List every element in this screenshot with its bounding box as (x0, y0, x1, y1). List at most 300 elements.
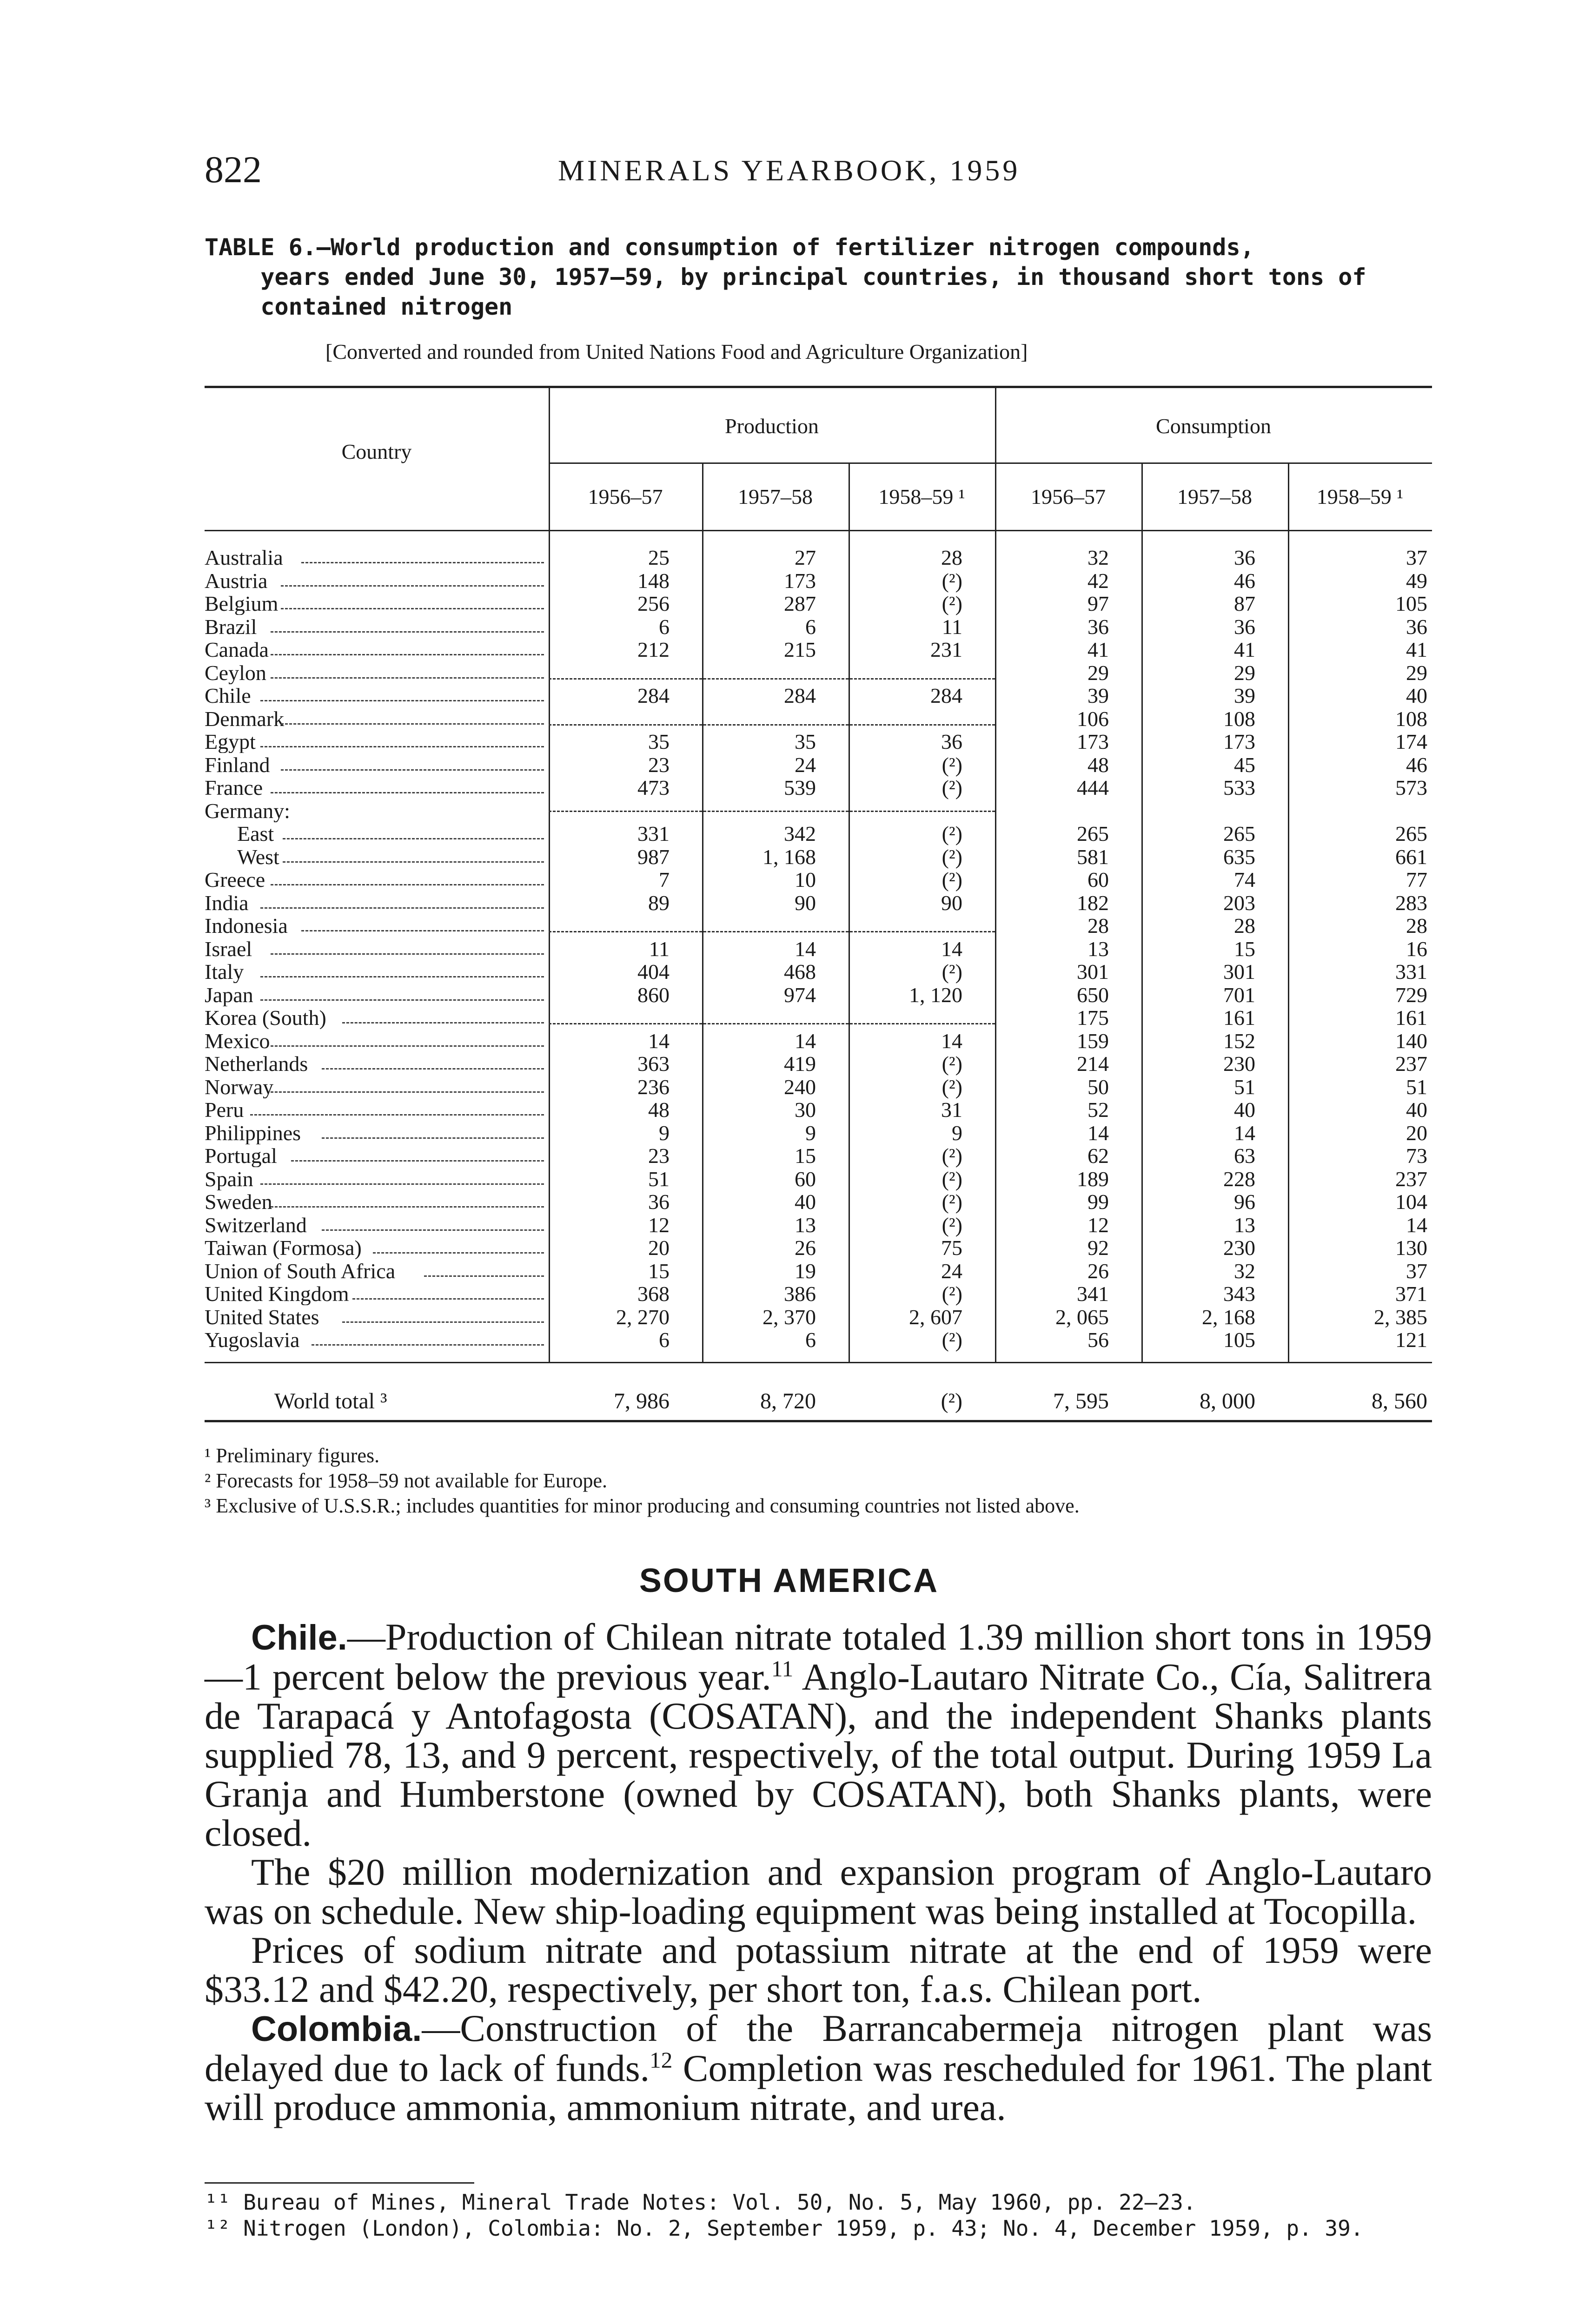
country-name: France (205, 776, 263, 799)
value-cell: 15 (648, 1259, 670, 1283)
country-name: Belgium (205, 592, 278, 615)
value-cell: (²) (941, 868, 962, 891)
table-footnotes (205, 1443, 1432, 1519)
country-name: Finland (205, 753, 270, 776)
country-name: United Kingdom (205, 1282, 349, 1305)
value-cell: 36 (648, 1190, 670, 1214)
dot-leader (322, 1068, 544, 1070)
dot-leader (271, 631, 544, 633)
value-cell: 40 (1406, 684, 1427, 707)
value-cell: 41 (1406, 638, 1427, 661)
running-title: MINERALS YEARBOOK, 1959 (558, 154, 1021, 187)
value-cell: 173 (1223, 730, 1255, 753)
value-cell: (²) (941, 1328, 962, 1352)
value-cell: 104 (1395, 1190, 1427, 1214)
value-cell: 214 (1077, 1052, 1109, 1076)
value-cell: 371 (1395, 1282, 1427, 1306)
dot-leader (271, 1091, 544, 1093)
value-cell: 77 (1406, 868, 1427, 891)
value-cell: 2, 607 (909, 1305, 962, 1329)
dot-leader (342, 1022, 544, 1023)
value-cell: 2, 168 (1202, 1305, 1255, 1329)
value-cell: 189 (1077, 1167, 1109, 1191)
footnote-ref[interactable]: 11 (771, 1656, 794, 1682)
no-data-rule (549, 724, 995, 726)
dot-leader (260, 999, 544, 1001)
value-cell: 23 (648, 1144, 670, 1168)
value-cell: 256 (637, 592, 670, 615)
value-cell: 45 (1234, 753, 1255, 777)
no-data-rule (549, 931, 995, 932)
value-cell: 27 (795, 546, 816, 569)
page-header (205, 148, 1432, 199)
dot-leader (322, 1137, 544, 1139)
footnote-ref[interactable]: 12 (650, 2047, 673, 2073)
paragraph-text: The $20 million modernization and expansion program of Anglo-Lautaro was on schedule. New ship-loading equipment was being installed at Tocopilla. (205, 1851, 1432, 1932)
country-name: Australia (205, 546, 283, 569)
value-cell: 90 (795, 891, 816, 915)
dot-leader (301, 562, 544, 563)
value-cell: (²) (941, 1052, 962, 1076)
paragraph-colombia (205, 2009, 1432, 2127)
value-cell: 203 (1223, 891, 1255, 915)
country-name: East (237, 822, 274, 845)
table-row (205, 615, 1432, 638)
dot-leader (373, 1252, 544, 1254)
value-cell: 63 (1234, 1144, 1255, 1168)
value-cell: 96 (1234, 1190, 1255, 1214)
value-cell: 2, 270 (616, 1305, 670, 1329)
value-cell: 24 (941, 1259, 962, 1283)
table-row (205, 868, 1432, 891)
value-cell: 283 (1395, 891, 1427, 915)
value-cell: 14 (795, 1029, 816, 1053)
value-cell: 40 (795, 1190, 816, 1214)
value-cell: 87 (1234, 592, 1255, 615)
value-cell: 48 (1087, 753, 1109, 777)
column-header: 1958–59 ¹ (878, 485, 965, 508)
value-cell: 51 (648, 1167, 670, 1191)
value-cell: 159 (1077, 1029, 1109, 1053)
table-row (205, 638, 1432, 661)
dot-leader (281, 723, 544, 725)
value-cell: 444 (1077, 776, 1109, 799)
table-row (205, 707, 1432, 730)
total-cell: 7, 595 (1053, 1389, 1109, 1413)
value-cell: (²) (941, 753, 962, 777)
table-row (205, 1168, 1432, 1190)
dot-leader (260, 907, 544, 909)
caption-line: TABLE 6.—World production and consumption of fertilizer nitrogen compounds, (205, 234, 1254, 261)
dot-leader (271, 654, 544, 655)
table-row (205, 1236, 1432, 1259)
value-cell: 28 (1087, 914, 1109, 938)
value-cell: 729 (1395, 983, 1427, 1007)
value-cell: 36 (1234, 614, 1255, 639)
value-cell: 51 (1234, 1075, 1255, 1099)
total-cell: (²) (941, 1389, 962, 1413)
value-cell: 60 (795, 1167, 816, 1191)
value-cell: 287 (784, 592, 816, 615)
dot-leader (281, 769, 544, 771)
value-cell: 20 (1406, 1121, 1427, 1145)
value-cell: 11 (941, 614, 962, 639)
value-cell: 581 (1077, 845, 1109, 869)
value-cell: 212 (637, 638, 670, 661)
value-cell: 92 (1087, 1236, 1109, 1260)
page-footnote: ¹¹ Bureau of Mines, Mineral Trade Notes: Vol. 50, No. 5, May 1960, pp. 22–23. (205, 2190, 1196, 2215)
value-cell: 39 (1087, 684, 1109, 707)
value-cell: 56 (1087, 1328, 1109, 1352)
body-text (205, 1618, 1432, 2127)
value-cell: 46 (1406, 753, 1427, 777)
value-cell: 228 (1223, 1167, 1255, 1191)
country-name: Netherlands (205, 1052, 308, 1075)
table-row (205, 960, 1432, 983)
value-cell: 237 (1395, 1052, 1427, 1076)
country-name: Sweden (205, 1190, 272, 1213)
value-cell: 20 (648, 1236, 670, 1260)
dot-leader (322, 1229, 544, 1231)
no-data-rule (549, 811, 995, 812)
value-cell: 14 (1406, 1213, 1427, 1237)
value-cell: 32 (1087, 546, 1109, 569)
value-cell: 301 (1077, 960, 1109, 984)
value-cell: 105 (1223, 1328, 1255, 1352)
table-row (205, 891, 1432, 914)
country-name: Portugal (205, 1144, 277, 1167)
value-cell: 987 (637, 845, 670, 869)
country-name: Mexico (205, 1029, 270, 1052)
consumption-header: Consumption (1156, 414, 1271, 438)
dot-leader (260, 746, 544, 747)
world-total-label: World total ³ (274, 1389, 387, 1413)
table-row (205, 661, 1432, 684)
value-cell: (²) (941, 1144, 962, 1168)
value-cell: 106 (1077, 706, 1109, 731)
table-row (205, 822, 1432, 845)
value-cell: 36 (1234, 546, 1255, 569)
country-name: Ceylon (205, 661, 266, 684)
total-rule (205, 1362, 1432, 1363)
country-name: Switzerland (205, 1213, 307, 1236)
country-header: Country (341, 440, 412, 463)
table-row (205, 799, 1432, 822)
country-name: Philippines (205, 1121, 301, 1144)
value-cell: 108 (1395, 706, 1427, 731)
value-cell: 236 (637, 1075, 670, 1099)
country-name: Taiwan (Formosa) (205, 1236, 362, 1259)
value-cell: 74 (1234, 868, 1255, 891)
table-row (205, 914, 1432, 937)
dot-leader (424, 1275, 544, 1277)
value-cell: 13 (1087, 937, 1109, 961)
table-row (205, 1144, 1432, 1167)
value-cell: 130 (1395, 1236, 1427, 1260)
country-name: Egypt (205, 730, 256, 753)
value-cell: 701 (1223, 983, 1255, 1007)
country-name: Israel (205, 937, 252, 960)
dot-leader (260, 976, 544, 977)
value-cell: 39 (1234, 684, 1255, 707)
page-footnotes (205, 2189, 1432, 2241)
value-cell: 29 (1406, 660, 1427, 685)
value-cell: 14 (795, 937, 816, 961)
dot-leader (281, 585, 544, 587)
value-cell: 25 (648, 546, 670, 569)
table-row (205, 1282, 1432, 1305)
country-name: Union of South Africa (205, 1259, 396, 1282)
value-cell: 14 (648, 1029, 670, 1053)
value-cell: 52 (1087, 1098, 1109, 1122)
value-cell: 41 (1234, 638, 1255, 661)
value-cell: 341 (1077, 1282, 1109, 1306)
table-row (205, 684, 1432, 707)
value-cell: 14 (941, 1029, 962, 1053)
value-cell: 50 (1087, 1075, 1109, 1099)
value-cell: 173 (1077, 730, 1109, 753)
caption-line: years ended June 30, 1957–59, by principal countries, in thousand short tons of (205, 264, 1366, 290)
value-cell: (²) (941, 776, 962, 799)
value-cell: 29 (1234, 660, 1255, 685)
country-name: Peru (205, 1098, 244, 1121)
production-header: Production (725, 414, 819, 438)
footnote-rule (205, 2182, 474, 2184)
country-name: Brazil (205, 615, 257, 638)
table-row (205, 1098, 1432, 1121)
run-in-heading: Colombia. (251, 2009, 422, 2049)
table-row (205, 776, 1432, 799)
value-cell: 342 (784, 822, 816, 845)
no-data-rule (549, 678, 995, 680)
country-name: West (237, 845, 279, 868)
value-cell: 13 (1234, 1213, 1255, 1237)
table-row (205, 592, 1432, 615)
value-cell: 41 (1087, 638, 1109, 661)
value-cell: 539 (784, 776, 816, 799)
value-cell: 14 (1234, 1121, 1255, 1145)
value-cell: 284 (784, 684, 816, 707)
value-cell: 7 (659, 868, 670, 891)
dot-leader (301, 930, 544, 931)
column-header: 1958–59 ¹ (1316, 485, 1404, 508)
value-cell: 1, 120 (909, 983, 962, 1007)
dot-leader (352, 1298, 544, 1300)
paragraph-text: Prices of sodium nitrate and potassium nitrate at the end of 1959 were $33.12 and $42.20, respectively, per short ton, f.a.s. Chilean port. (205, 1929, 1432, 2010)
value-cell: 240 (784, 1075, 816, 1099)
value-cell: (²) (941, 845, 962, 869)
value-cell: 35 (648, 730, 670, 753)
value-cell: 6 (805, 1328, 816, 1352)
value-cell: 28 (941, 546, 962, 569)
value-cell: (²) (941, 1190, 962, 1214)
value-cell: 9 (952, 1121, 962, 1145)
table-row (205, 730, 1432, 753)
table-row (205, 1076, 1432, 1098)
table-row (205, 1122, 1432, 1144)
value-cell: 97 (1087, 592, 1109, 615)
value-cell: (²) (941, 1075, 962, 1099)
table-row (205, 984, 1432, 1006)
run-in-heading: Chile. (251, 1618, 347, 1657)
table-top-rule (205, 386, 1432, 388)
table-row (205, 938, 1432, 960)
table-row (205, 1052, 1432, 1075)
value-cell: 26 (1087, 1259, 1109, 1283)
value-cell: 90 (941, 891, 962, 915)
value-cell: 368 (637, 1282, 670, 1306)
value-cell: 284 (637, 684, 670, 707)
page-number: 822 (205, 148, 262, 191)
value-cell: 37 (1406, 546, 1427, 569)
country-name: Germany: (205, 799, 290, 822)
value-cell: 230 (1223, 1052, 1255, 1076)
value-cell: 6 (659, 614, 670, 639)
value-cell: 284 (930, 684, 962, 707)
value-cell: 2, 065 (1055, 1305, 1109, 1329)
value-cell: 14 (1087, 1121, 1109, 1145)
country-name: Italy (205, 960, 244, 983)
header-bottom-rule (205, 530, 1432, 531)
group-header-rule (549, 462, 1432, 464)
dot-leader (283, 838, 544, 839)
value-cell: 650 (1077, 983, 1109, 1007)
value-cell: 29 (1087, 660, 1109, 685)
value-cell: 14 (941, 937, 962, 961)
value-cell: 860 (637, 983, 670, 1007)
value-cell: 24 (795, 753, 816, 777)
dot-leader (271, 884, 544, 885)
paragraph-text: Anglo-Lautaro Nitrate Co., Cía, Salitrera de Tarapacá y Antofagosta (COSATAN), and the independent Shanks plants supplied 78, 13, and 9 percent, respectively, of the total output. During 1959 La Granja and Humberstone (owned by COSATAN), both Shanks plants, were closed. (205, 1656, 1432, 1854)
value-cell: 231 (930, 638, 962, 661)
value-cell: (²) (941, 1282, 962, 1306)
value-cell: 36 (1406, 614, 1427, 639)
value-cell: 237 (1395, 1167, 1427, 1191)
value-cell: 42 (1087, 568, 1109, 593)
value-cell: 28 (1234, 914, 1255, 938)
country-name: Austria (205, 569, 268, 592)
column-header: 1956–57 (1031, 485, 1106, 508)
value-cell: 301 (1223, 960, 1255, 984)
value-cell: 661 (1395, 845, 1427, 869)
paragraph-text: —Production of Chilean nitrate totaled 1.39 million short tons in 1959—1 percent below the previous year. (205, 1616, 1432, 1698)
value-cell: 386 (784, 1282, 816, 1306)
value-cell: 30 (795, 1098, 816, 1122)
dot-leader (291, 1160, 544, 1162)
value-cell: 331 (637, 822, 670, 845)
caption-line: contained nitrogen (205, 293, 513, 320)
value-cell: 32 (1234, 1259, 1255, 1283)
table-row (205, 1030, 1432, 1052)
dot-leader (271, 1045, 544, 1047)
value-cell: 23 (648, 753, 670, 777)
total-cell: 8, 720 (760, 1389, 816, 1413)
value-cell: 1, 168 (762, 845, 816, 869)
value-cell: 974 (784, 983, 816, 1007)
dot-leader (271, 1206, 544, 1208)
value-cell: 175 (1077, 1006, 1109, 1030)
value-cell: 12 (1087, 1213, 1109, 1237)
table-footnote: ¹ Preliminary figures. (205, 1444, 380, 1467)
value-cell: 16 (1406, 937, 1427, 961)
section-title: SOUTH AMERICA (639, 1562, 939, 1599)
paragraph-modernization (205, 1853, 1432, 1931)
country-name: Chile (205, 684, 251, 707)
dot-leader (271, 792, 544, 793)
table-row (205, 1006, 1432, 1029)
paragraph-prices (205, 1931, 1432, 2009)
value-cell: 265 (1077, 822, 1109, 845)
value-cell: 62 (1087, 1144, 1109, 1168)
total-cell: 8, 560 (1372, 1389, 1427, 1413)
paragraph-text: —Construction of the Barrancabermeja nitrogen plant was delayed due to lack of funds. (205, 2007, 1432, 2089)
country-name: India (205, 891, 249, 914)
value-cell: 49 (1406, 568, 1427, 593)
page-footnote: ¹² Nitrogen (London), Colombia: No. 2, September 1959, p. 43; No. 4, December 1959, p. 39. (205, 2216, 1364, 2241)
country-name: United States (205, 1305, 319, 1328)
value-cell: 2, 385 (1374, 1305, 1427, 1329)
value-cell: 48 (648, 1098, 670, 1122)
total-cell: 8, 000 (1200, 1389, 1255, 1413)
value-cell: 99 (1087, 1190, 1109, 1214)
dot-leader (271, 677, 544, 679)
value-cell: 105 (1395, 592, 1427, 615)
value-cell: 173 (784, 568, 816, 593)
value-cell: 35 (795, 730, 816, 753)
table-row (205, 1306, 1432, 1328)
value-cell: (²) (941, 592, 962, 615)
country-name: Denmark (205, 707, 285, 730)
table-row (205, 1214, 1432, 1236)
value-cell: 182 (1077, 891, 1109, 915)
value-cell: 174 (1395, 730, 1427, 753)
country-name: Greece (205, 868, 265, 891)
value-cell: (²) (941, 822, 962, 845)
dot-leader (283, 861, 544, 863)
table-row (205, 1260, 1432, 1282)
value-cell: (²) (941, 1213, 962, 1237)
world-total-row (205, 1387, 1432, 1415)
value-cell: 40 (1234, 1098, 1255, 1122)
dot-leader (260, 700, 544, 701)
table-row (205, 1328, 1432, 1351)
value-cell: 12 (648, 1213, 670, 1237)
value-cell: 152 (1223, 1029, 1255, 1053)
value-cell: 468 (784, 960, 816, 984)
value-cell: 230 (1223, 1236, 1255, 1260)
country-name: Norway (205, 1075, 274, 1098)
value-cell: 31 (941, 1098, 962, 1122)
column-header: 1957–58 (1177, 485, 1252, 508)
fertilizer-nitrogen-table (205, 386, 1432, 1422)
country-name: Spain (205, 1167, 253, 1190)
value-cell: 419 (784, 1052, 816, 1076)
column-header: 1957–58 (738, 485, 813, 508)
value-cell: 343 (1223, 1282, 1255, 1306)
value-cell: (²) (941, 568, 962, 593)
value-cell: 533 (1223, 776, 1255, 799)
value-cell: 140 (1395, 1029, 1427, 1053)
table-row (205, 845, 1432, 868)
dot-leader (260, 1183, 544, 1185)
dot-leader (281, 608, 544, 609)
country-name: Indonesia (205, 914, 288, 937)
value-cell: 40 (1406, 1098, 1427, 1122)
value-cell: 19 (795, 1259, 816, 1283)
table-caption (205, 232, 1437, 322)
value-cell: 11 (649, 937, 670, 961)
table-bottom-rule (205, 1420, 1432, 1422)
